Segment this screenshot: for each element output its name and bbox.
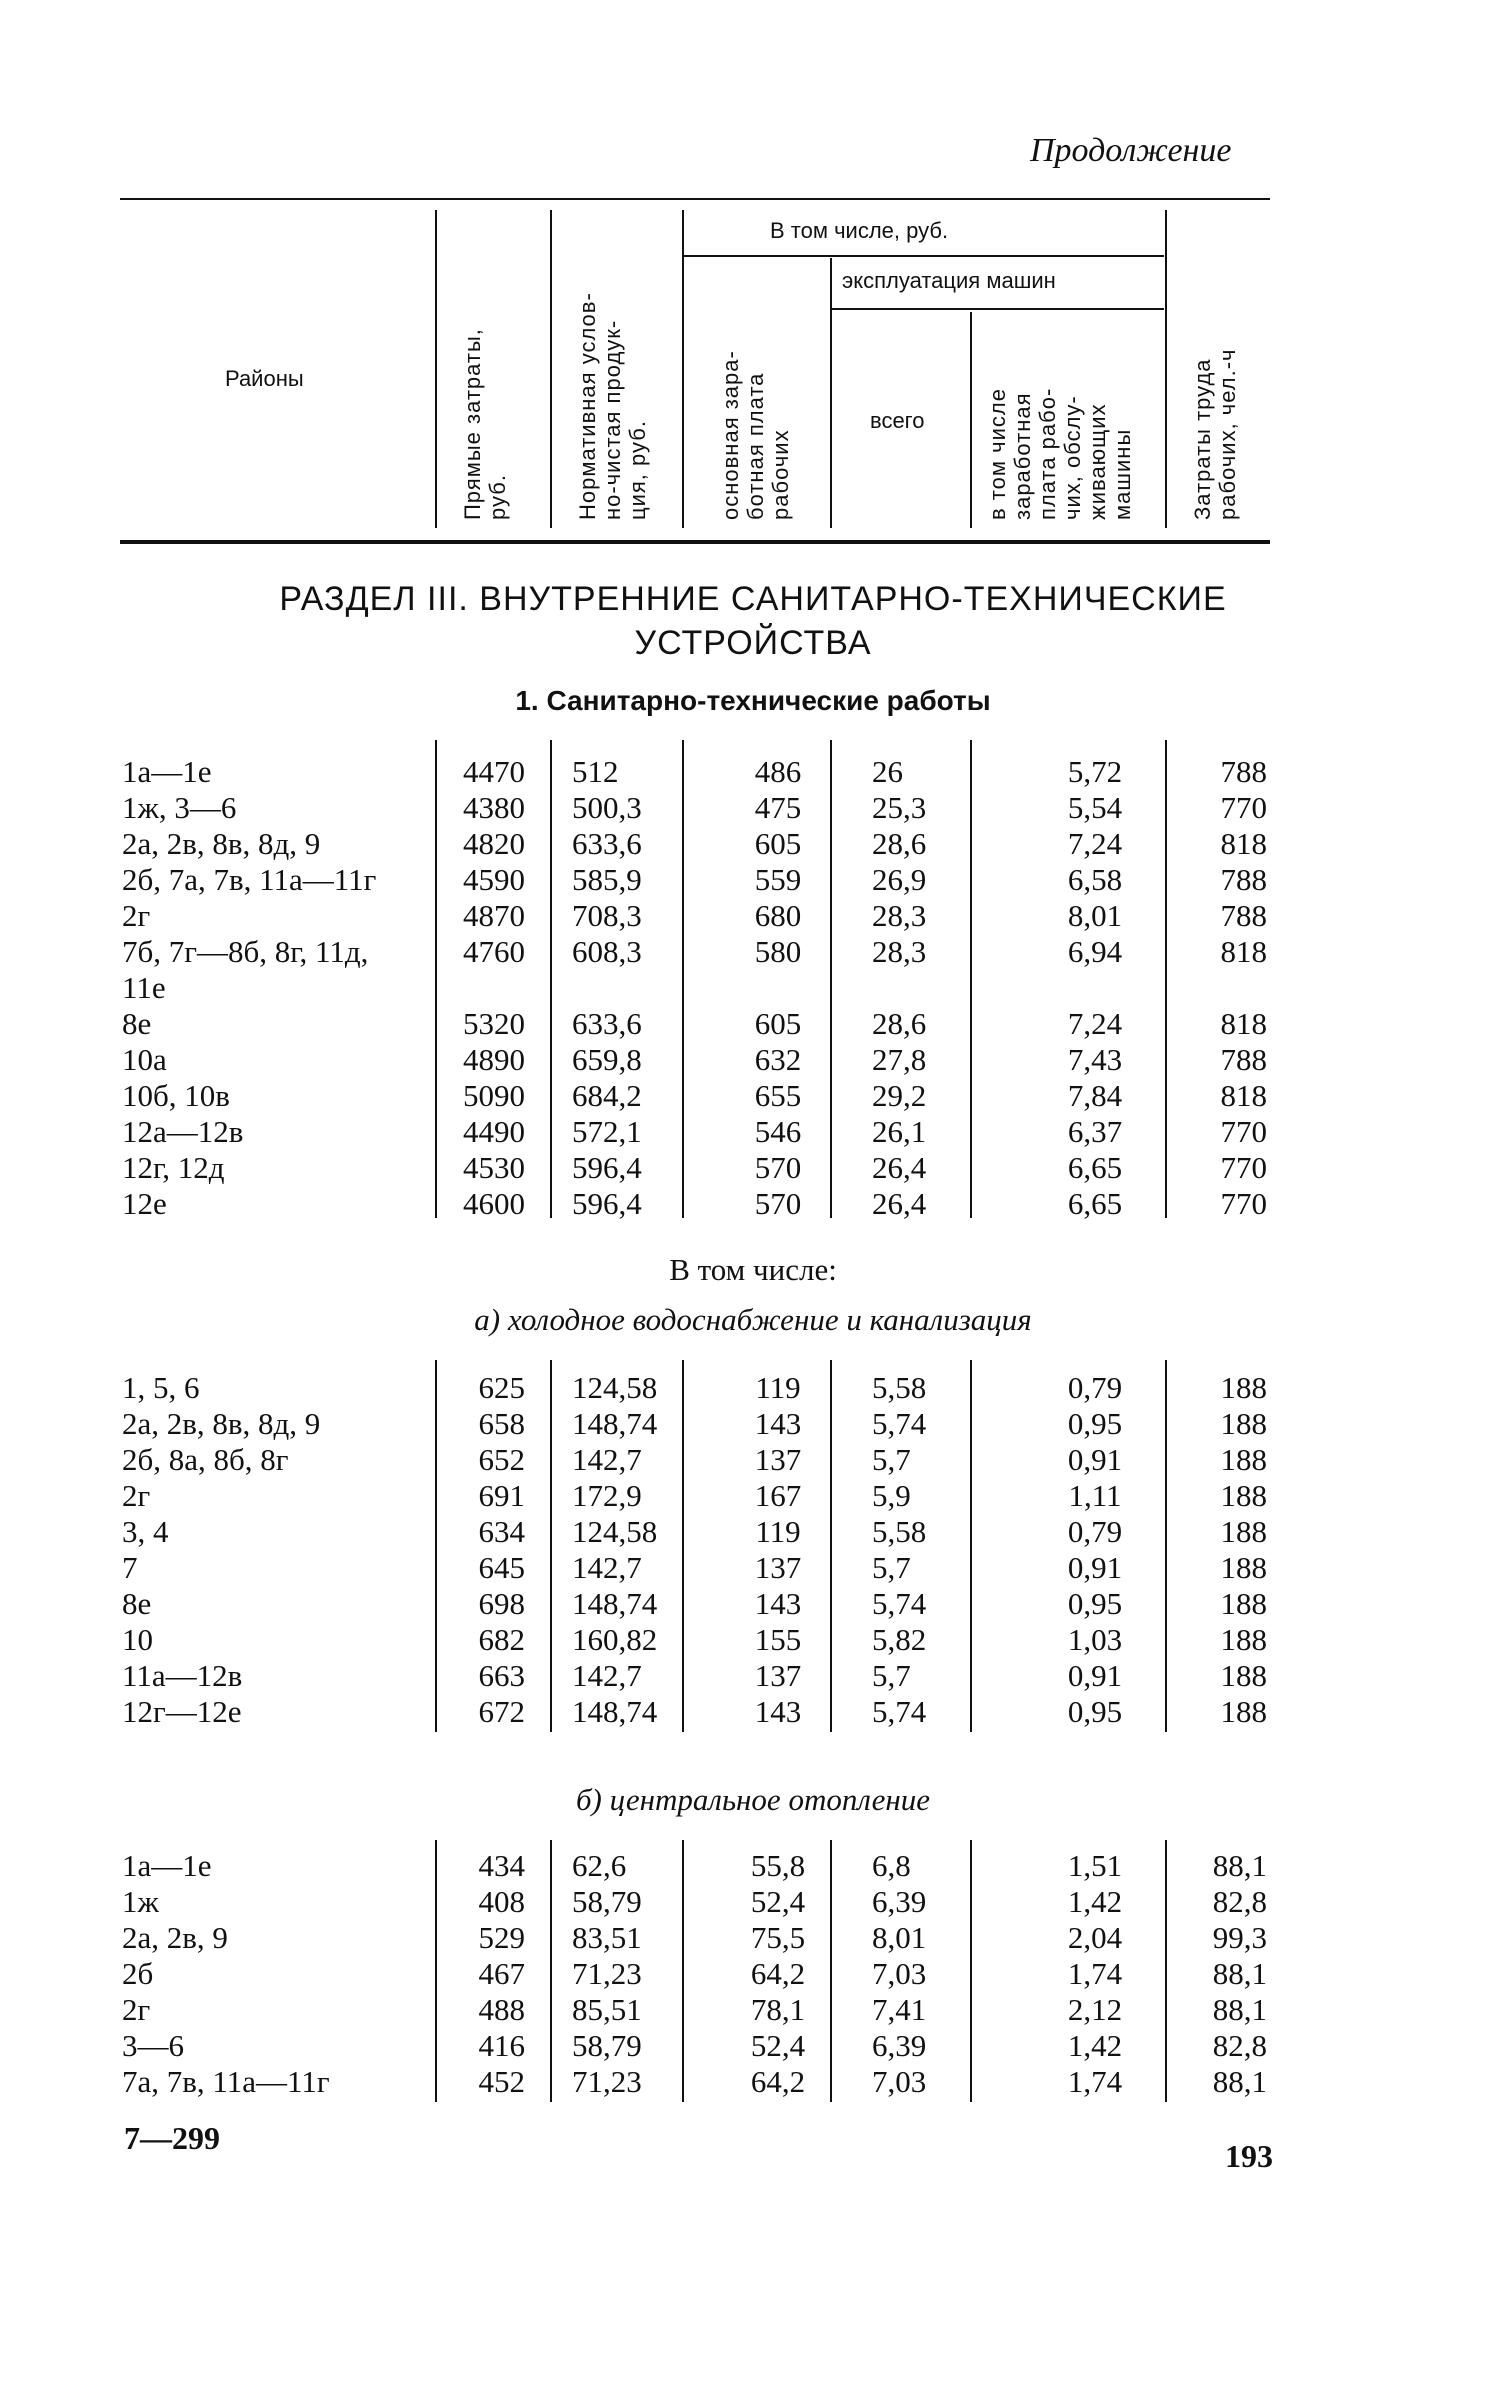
table-cell: 8е xyxy=(122,1006,152,1041)
table-cell: 2а, 2в, 8в, 8д, 9 xyxy=(122,826,321,861)
table-cell: 188 xyxy=(1220,1442,1267,1477)
table-cell: 5,58 xyxy=(872,1514,927,1549)
table-cell: 188 xyxy=(1220,1694,1267,1729)
table-cell: 7,24 xyxy=(1067,826,1123,861)
table-row xyxy=(120,2028,1270,2064)
table-cell: 818 xyxy=(1220,934,1267,969)
table-cell: 172,9 xyxy=(572,1478,642,1513)
table-cell: 7а, 7в, 11а—11г xyxy=(122,2064,330,2099)
table-cell: 3—6 xyxy=(122,2028,184,2063)
section-title-continued: УСТРОЙСТВА xyxy=(634,624,872,662)
table-cell: 6,39 xyxy=(872,2028,927,2063)
table-cell: 28,3 xyxy=(872,898,927,933)
table-cell: 7,43 xyxy=(1067,1042,1123,1077)
table-cell: 596,4 xyxy=(572,1150,642,1185)
including-label: В том числе: xyxy=(669,1252,837,1287)
table-cell: 26,1 xyxy=(872,1114,927,1149)
table-cell: 1ж xyxy=(122,1884,159,1919)
table-cell: 5,58 xyxy=(872,1370,927,1405)
table-cell: 71,23 xyxy=(572,1956,642,1991)
table-cell: 5,82 xyxy=(872,1622,927,1657)
table-cell: 142,7 xyxy=(572,1658,642,1693)
table-cell: 434 xyxy=(478,1848,525,1883)
table-cell: 10б, 10в xyxy=(122,1078,230,1113)
table-cell: 5,7 xyxy=(872,1550,911,1585)
table-row xyxy=(120,1658,1270,1694)
table-cell: 55,8 xyxy=(750,1848,806,1883)
table-cell: 7,03 xyxy=(872,2064,927,2099)
table-cell: 655 xyxy=(754,1078,802,1113)
table-cell: 645 xyxy=(478,1550,525,1585)
table-cell: 1,11 xyxy=(1068,1478,1122,1513)
table-row xyxy=(120,1078,1270,1114)
table-subsection-a xyxy=(120,1370,1270,1730)
table-cell: 672 xyxy=(478,1694,525,1729)
table-cell: 7б, 7г—8б, 8г, 11д, xyxy=(122,934,369,969)
table-cell: 5090 xyxy=(463,1078,525,1113)
table-cell: 788 xyxy=(1220,754,1267,789)
column-header-total: всего xyxy=(870,408,925,433)
table-cell: 64,2 xyxy=(750,1956,806,1991)
table-cell: 88,1 xyxy=(1212,1848,1267,1883)
table-cell: 25,3 xyxy=(872,790,927,825)
table-cell: 12г—12е xyxy=(122,1694,242,1729)
table-row xyxy=(120,1114,1270,1150)
table-row xyxy=(120,2064,1270,2100)
table-cell: 770 xyxy=(1220,1150,1267,1185)
table-cell: 2а, 2в, 9 xyxy=(122,1920,228,1955)
table-cell: 529 xyxy=(478,1920,525,1955)
table-row xyxy=(120,1920,1270,1956)
table-cell: 475 xyxy=(754,790,802,825)
table-cell: 52,4 xyxy=(750,2028,806,2063)
table-cell: 28,6 xyxy=(872,826,927,861)
table-cell: 6,37 xyxy=(1067,1114,1123,1149)
table-cell: 188 xyxy=(1220,1586,1267,1621)
table-row xyxy=(120,1622,1270,1658)
table-row xyxy=(120,1884,1270,1920)
table-cell: 708,3 xyxy=(572,898,642,933)
table-cell: 596,4 xyxy=(572,1186,642,1221)
table-cell: 1ж, 3—6 xyxy=(122,790,237,825)
table-cell: 2б, 8а, 8б, 8г xyxy=(122,1442,289,1477)
subsection-a-title: а) холодное водоснабжение и канализация xyxy=(474,1302,1032,1337)
column-header-normative-output: Нормативная услов- но-чистая продук- ция, руб. xyxy=(575,292,650,520)
table-cell: 188 xyxy=(1220,1550,1267,1585)
table-cell: 663 xyxy=(478,1658,525,1693)
table-cell: 0,79 xyxy=(1067,1514,1123,1549)
table-cell: 2,12 xyxy=(1067,1992,1123,2027)
table-cell: 82,8 xyxy=(1212,2028,1267,2063)
table-cell: 11е xyxy=(122,970,166,1005)
table-cell: 137 xyxy=(754,1550,802,1585)
table-cell: 6,94 xyxy=(1067,934,1123,969)
table-row xyxy=(120,1006,1270,1042)
table-cell: 580 xyxy=(754,934,802,969)
table-cell: 148,74 xyxy=(572,1694,658,1729)
table-cell: 633,6 xyxy=(572,826,642,861)
table-subsection-b xyxy=(120,1848,1270,2100)
table-cell: 4890 xyxy=(463,1042,525,1077)
table-row xyxy=(120,1956,1270,1992)
table-cell: 652 xyxy=(478,1442,525,1477)
header-bottom-rule xyxy=(120,540,1270,544)
table-cell: 188 xyxy=(1220,1406,1267,1441)
table-row xyxy=(120,862,1270,898)
table-row xyxy=(120,1442,1270,1478)
table-cell: 29,2 xyxy=(872,1078,927,1113)
column-header-machine-operation: эксплуатация машин xyxy=(842,268,1056,293)
table-cell: 467 xyxy=(478,1956,525,1991)
header-divider xyxy=(435,210,437,528)
table-cell: 26,9 xyxy=(872,862,927,897)
table-cell: 788 xyxy=(1220,1042,1267,1077)
table-cell: 1,51 xyxy=(1067,1848,1123,1883)
table-cell: 634 xyxy=(478,1514,525,1549)
table-cell: 71,23 xyxy=(572,2064,642,2099)
table-cell: 5,74 xyxy=(872,1694,927,1729)
table-cell: 52,4 xyxy=(750,1884,806,1919)
table-cell: 5,7 xyxy=(872,1658,911,1693)
table-cell: 8е xyxy=(122,1586,152,1621)
table-row xyxy=(120,826,1270,862)
table-cell: 682 xyxy=(478,1622,525,1657)
table-row xyxy=(120,934,1270,970)
table-cell: 500,3 xyxy=(572,790,642,825)
table-cell: 2б, 7а, 7в, 11а—11г xyxy=(122,862,377,897)
table-cell: 88,1 xyxy=(1212,1992,1267,2027)
table-cell: 0,91 xyxy=(1067,1442,1123,1477)
table-row xyxy=(120,1694,1270,1730)
table-row xyxy=(120,790,1270,826)
table-row xyxy=(120,970,1270,1006)
table-cell: 608,3 xyxy=(572,934,642,969)
subsection-b-title: б) центральное отопление xyxy=(575,1782,931,1817)
table-row xyxy=(120,1586,1270,1622)
table-row xyxy=(120,898,1270,934)
table-cell: 1, 5, 6 xyxy=(122,1370,200,1405)
table-cell: 75,5 xyxy=(750,1920,806,1955)
table-cell: 148,74 xyxy=(572,1586,658,1621)
table-cell: 6,58 xyxy=(1067,862,1123,897)
table-cell: 4530 xyxy=(463,1150,525,1185)
table-cell: 416 xyxy=(478,2028,525,2063)
table-main xyxy=(120,754,1270,1222)
table-cell: 4590 xyxy=(463,862,525,897)
table-row xyxy=(120,1992,1270,2028)
table-cell: 143 xyxy=(754,1694,802,1729)
column-header-base-wage: основная зара- ботная плата рабочих xyxy=(718,350,793,520)
table-cell: 2а, 2в, 8в, 8д, 9 xyxy=(122,1406,321,1441)
table-cell: 3, 4 xyxy=(122,1514,169,1549)
table-cell: 4380 xyxy=(463,790,525,825)
table-cell: 155 xyxy=(754,1622,802,1657)
header-divider xyxy=(830,258,832,528)
table-cell: 142,7 xyxy=(572,1442,642,1477)
table-cell: 698 xyxy=(478,1586,525,1621)
table-cell: 83,51 xyxy=(572,1920,642,1955)
table-cell: 512 xyxy=(572,754,619,789)
table-cell: 4470 xyxy=(463,754,525,789)
table-cell: 26,4 xyxy=(872,1186,927,1221)
table-cell: 167 xyxy=(754,1478,802,1513)
table-cell: 1а—1е xyxy=(122,1848,212,1883)
table-cell: 6,65 xyxy=(1067,1150,1123,1185)
table-cell: 137 xyxy=(754,1658,802,1693)
header-divider xyxy=(970,312,972,528)
table-cell: 5,7 xyxy=(872,1442,911,1477)
table-cell: 119 xyxy=(755,1514,801,1549)
column-header-labor-costs: Затраты труда рабочих, чел.-ч xyxy=(1190,348,1240,520)
table-cell: 570 xyxy=(754,1186,802,1221)
table-cell: 11а—12в xyxy=(122,1658,243,1693)
table-cell: 1,42 xyxy=(1067,1884,1123,1919)
table-cell: 633,6 xyxy=(572,1006,642,1041)
table-cell: 124,58 xyxy=(572,1514,658,1549)
table-cell: 143 xyxy=(754,1406,802,1441)
table-cell: 6,8 xyxy=(872,1848,911,1883)
section-title: РАЗДЕЛ III. ВНУТРЕННИЕ САНИТАРНО-ТЕХНИЧЕСКИЕ xyxy=(279,580,1227,618)
table-cell: 188 xyxy=(1220,1514,1267,1549)
table-cell: 0,95 xyxy=(1067,1586,1123,1621)
table-cell: 585,9 xyxy=(572,862,642,897)
table-cell: 88,1 xyxy=(1212,2064,1267,2099)
table-cell: 818 xyxy=(1220,1078,1267,1113)
table-cell: 788 xyxy=(1220,862,1267,897)
table-cell: 12а—12в xyxy=(122,1114,244,1149)
header-divider xyxy=(682,210,684,528)
table-cell: 2г xyxy=(122,898,151,933)
table-cell: 770 xyxy=(1220,1114,1267,1149)
table-cell: 4820 xyxy=(463,826,525,861)
table-row xyxy=(120,1406,1270,1442)
table-cell: 7 xyxy=(122,1550,138,1585)
table-cell: 5320 xyxy=(463,1006,525,1041)
table-cell: 6,39 xyxy=(872,1884,927,1919)
table-row xyxy=(120,1186,1270,1222)
continued-label: Продолжение xyxy=(1030,132,1232,169)
table-cell: 64,2 xyxy=(750,2064,806,2099)
table-cell: 572,1 xyxy=(572,1114,642,1149)
table-cell: 4870 xyxy=(463,898,525,933)
table-cell: 605 xyxy=(754,826,802,861)
table-cell: 1а—1е xyxy=(122,754,212,789)
signature-mark: 7—299 xyxy=(124,2120,220,2156)
table-cell: 1,74 xyxy=(1067,2064,1123,2099)
column-header-including: В том числе, руб. xyxy=(770,218,949,243)
header-subrule xyxy=(684,255,1164,257)
table-cell: 1,42 xyxy=(1067,2028,1123,2063)
table-cell: 12е xyxy=(122,1186,167,1221)
table-cell: 2б xyxy=(122,1956,154,1991)
table-cell: 12г, 12д xyxy=(122,1150,225,1185)
table-cell: 26,4 xyxy=(872,1150,927,1185)
table-cell: 119 xyxy=(755,1370,801,1405)
column-header-direct-costs: Прямые затраты, руб. xyxy=(460,328,510,520)
table-cell: 570 xyxy=(754,1150,802,1185)
table-row xyxy=(120,1370,1270,1406)
table-cell: 82,8 xyxy=(1212,1884,1267,1919)
table-cell: 0,95 xyxy=(1067,1694,1123,1729)
table-cell: 818 xyxy=(1220,826,1267,861)
table-cell: 99,3 xyxy=(1212,1920,1267,1955)
table-cell: 605 xyxy=(754,1006,802,1041)
column-header-incl-wage: в том числе заработная плата рабо- чих, обслу- живающих машины xyxy=(985,387,1135,520)
table-cell: 137 xyxy=(754,1442,802,1477)
table-cell: 788 xyxy=(1220,898,1267,933)
table-cell: 680 xyxy=(754,898,802,933)
header-divider xyxy=(550,210,552,528)
table-cell: 28,6 xyxy=(872,1006,927,1041)
table-cell: 26 xyxy=(872,754,903,789)
table-row xyxy=(120,754,1270,790)
table-cell: 5,9 xyxy=(872,1478,911,1513)
table-cell: 0,79 xyxy=(1067,1370,1123,1405)
table-cell: 4490 xyxy=(463,1114,525,1149)
table-cell: 188 xyxy=(1220,1478,1267,1513)
table-cell: 10а xyxy=(122,1042,167,1077)
header-subrule xyxy=(832,308,1164,310)
table-cell: 486 xyxy=(754,754,802,789)
table-cell: 4760 xyxy=(463,934,525,969)
table-cell: 7,24 xyxy=(1067,1006,1123,1041)
table-row xyxy=(120,1550,1270,1586)
table-cell: 7,41 xyxy=(872,1992,927,2027)
table-cell: 659,8 xyxy=(572,1042,642,1077)
table-cell: 5,74 xyxy=(872,1586,927,1621)
table-cell: 5,54 xyxy=(1067,790,1123,825)
table-cell: 148,74 xyxy=(572,1406,658,1441)
table-cell: 188 xyxy=(1220,1622,1267,1657)
table-cell: 488 xyxy=(478,1992,525,2027)
table-cell: 0,91 xyxy=(1067,1550,1123,1585)
header-divider xyxy=(1165,210,1167,528)
table-cell: 632 xyxy=(754,1042,802,1077)
table-cell: 0,95 xyxy=(1067,1406,1123,1441)
table-cell: 4600 xyxy=(463,1186,525,1221)
table-cell: 2г xyxy=(122,1478,151,1513)
table-cell: 78,1 xyxy=(750,1992,806,2027)
table-cell: 88,1 xyxy=(1212,1956,1267,1991)
table-cell: 188 xyxy=(1220,1370,1267,1405)
table-cell: 27,8 xyxy=(872,1042,927,1077)
header-top-rule xyxy=(120,198,1270,200)
table-cell: 770 xyxy=(1220,1186,1267,1221)
table-cell: 0,91 xyxy=(1067,1658,1123,1693)
table-cell: 7,03 xyxy=(872,1956,927,1991)
table-cell: 160,82 xyxy=(572,1622,658,1657)
table-cell: 28,3 xyxy=(872,934,927,969)
table-cell: 818 xyxy=(1220,1006,1267,1041)
subsection-title: 1. Санитарно-технические работы xyxy=(515,685,991,716)
table-cell: 1,03 xyxy=(1067,1622,1123,1657)
table-cell: 1,74 xyxy=(1067,1956,1123,1991)
table-cell: 58,79 xyxy=(572,2028,642,2063)
table-cell: 62,6 xyxy=(572,1848,627,1883)
table-cell: 5,72 xyxy=(1067,754,1123,789)
table-cell: 142,7 xyxy=(572,1550,642,1585)
page-number: 193 xyxy=(1225,2138,1273,2174)
table-cell: 770 xyxy=(1220,790,1267,825)
table-cell: 143 xyxy=(754,1586,802,1621)
table-row xyxy=(120,1848,1270,1884)
table-cell: 625 xyxy=(478,1370,525,1405)
table-row xyxy=(120,1150,1270,1186)
table-cell: 85,51 xyxy=(572,1992,642,2027)
table-cell: 546 xyxy=(754,1114,802,1149)
table-cell: 7,84 xyxy=(1067,1078,1123,1113)
table-cell: 188 xyxy=(1220,1658,1267,1693)
table-cell: 124,58 xyxy=(572,1370,658,1405)
table-cell: 10 xyxy=(122,1622,153,1657)
column-header-regions: Районы xyxy=(225,366,304,391)
table-cell: 408 xyxy=(478,1884,525,1919)
table-cell: 8,01 xyxy=(872,1920,927,1955)
table-row xyxy=(120,1478,1270,1514)
table-cell: 6,65 xyxy=(1067,1186,1123,1221)
table-cell: 452 xyxy=(478,2064,525,2099)
table-cell: 691 xyxy=(478,1478,525,1513)
table-cell: 658 xyxy=(478,1406,525,1441)
table-row xyxy=(120,1514,1270,1550)
table-cell: 2,04 xyxy=(1067,1920,1123,1955)
table-cell: 58,79 xyxy=(572,1884,642,1919)
table-row xyxy=(120,1042,1270,1078)
table-cell: 8,01 xyxy=(1067,898,1123,933)
table-cell: 2г xyxy=(122,1992,151,2027)
table-cell: 559 xyxy=(754,862,802,897)
table-cell: 684,2 xyxy=(572,1078,642,1113)
table-cell: 5,74 xyxy=(872,1406,927,1441)
